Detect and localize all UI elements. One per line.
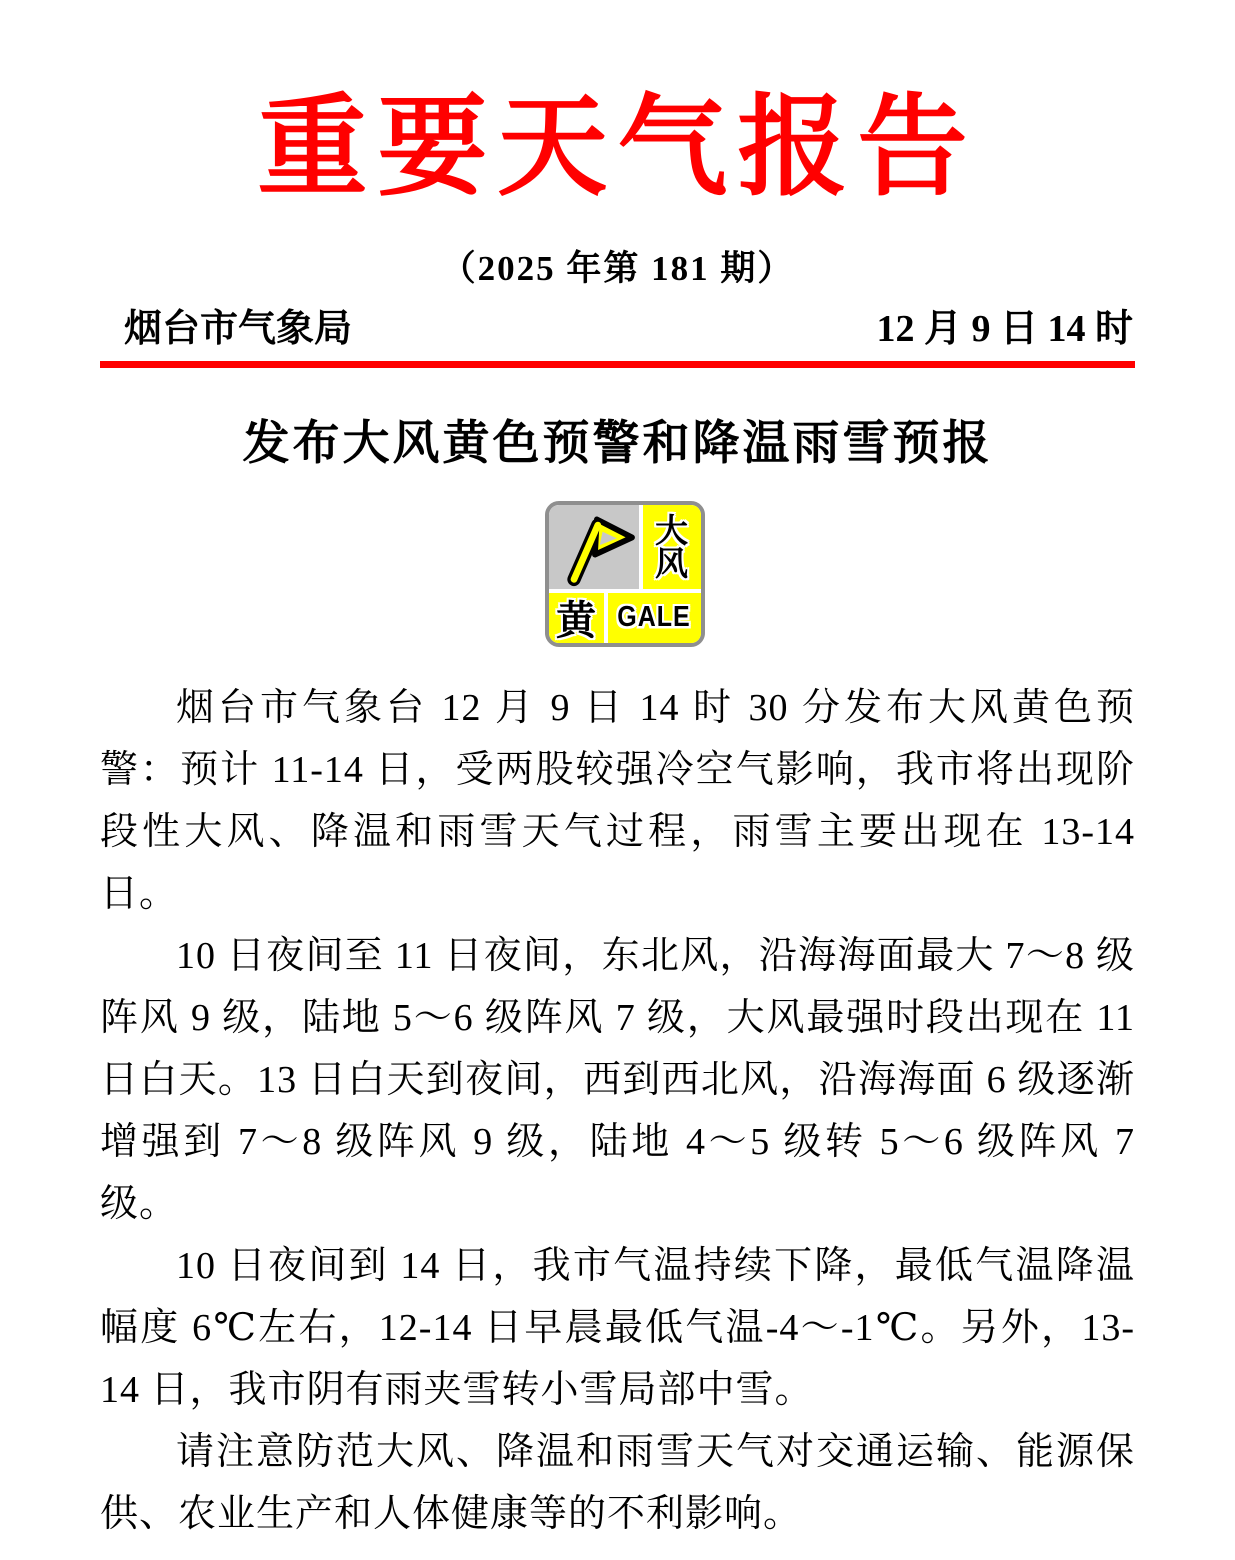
wind-flag-icon bbox=[551, 507, 637, 587]
body-paragraph-2: 10 日夜间至 11 日夜间，东北风，沿海海面最大 7～8 级阵风 9 级，陆地 5～6 级阵风 7 级，大风最强时段出现在 11 日白天。13 日白天到夜间，西到西北风，沿海海面 6 级逐渐增强到 7～8 级阵风 9 级，陆地 4～5 级转 5～6 级阵风 7 级。 bbox=[100, 934, 1135, 1225]
report-headline: 发布大风黄色预警和降温雨雪预报 bbox=[242, 415, 993, 469]
warning-type-char-feng: 风 bbox=[655, 544, 688, 582]
warning-type-cell bbox=[643, 505, 701, 589]
body-paragraph-3: 10 日夜间到 14 日，我市气温持续下降，最低气温降温幅度 6℃左右，12-14 日早晨最低气温-4～-1℃。另外，13-14 日，我市阴有雨夹雪转小雪局部中雪。 bbox=[100, 1244, 1135, 1411]
warning-level-char: 黄 bbox=[556, 599, 596, 644]
body-paragraph-4: 请注意防范大风、降温和雨雪天气对交通运输、能源保供、农业生产和人体健康等的不利影响。 bbox=[100, 1430, 1135, 1535]
gale-label: GALE bbox=[617, 601, 691, 634]
gale-label-cell bbox=[608, 593, 701, 643]
gale-yellow-warning-badge bbox=[545, 501, 705, 647]
issue-number: （2025 年第 181 期） bbox=[440, 248, 795, 288]
warning-badge-bottom-row bbox=[549, 593, 701, 643]
report-title: 重要天气报告 bbox=[257, 87, 978, 209]
body-paragraph-1: 烟台市气象台 12 月 9 日 14 时 30 分发布大风黄色预警：预计 11-14 日，受两股较强冷空气影响，我市将出现阶段性大风、降温和雨雪天气过程，雨雪主要出现在 13-14 日。 bbox=[100, 686, 1135, 915]
warning-badge-top-row bbox=[549, 505, 701, 589]
warning-type-char-da: 大 bbox=[655, 511, 688, 549]
report-datetime: 12 月 9 日 14 时 bbox=[876, 307, 1133, 350]
report-body bbox=[100, 677, 1135, 1545]
agency-name: 烟台市气象局 bbox=[124, 307, 353, 350]
warning-level-cell bbox=[549, 593, 604, 643]
agency-row bbox=[100, 297, 1135, 368]
wind-flag-cell bbox=[549, 505, 639, 589]
